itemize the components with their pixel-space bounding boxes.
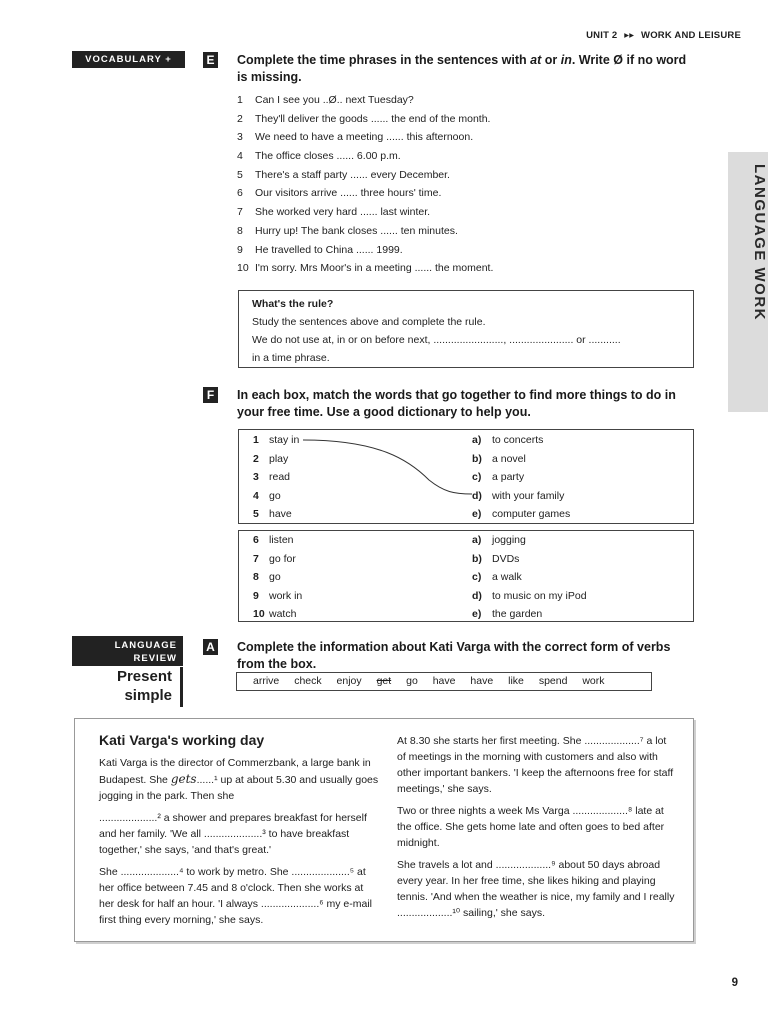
match-number: 8 [253,571,259,583]
match-number: 6 [253,534,259,546]
verb: check [294,675,322,687]
match-left: read [269,471,291,483]
match-right: with your family [492,489,565,502]
match-right: to concerts [492,434,544,446]
match-row [239,605,693,624]
item-text: I'm sorry. Mrs Moor's in a meeting ...... the moment. [255,262,494,275]
paragraph: She ....................⁴ to work by metro. She ....................⁵ at her office between 7.45 and 8 o'clock. Then she works at her desk for half an hour. 'I always ....................⁶ my e-mail first thing every morning,' she says. [99,866,373,926]
reading-title: Kati Varga's working day [99,732,265,748]
match-left: play [269,452,289,465]
list-item [237,184,493,203]
exercise-e-badge: E [203,52,218,68]
exercise-e-list [237,91,493,278]
rule-instruction: Study the sentences above and complete the rule. [252,316,486,328]
item-number: 7 [237,206,243,219]
reading-text-box [74,718,694,942]
exercise-f-instruction-line2: your free time. Use a good dictionary to help you. [237,405,531,419]
match-letter: c) [472,571,482,583]
match-left: go [269,571,281,583]
match-number: 3 [253,471,259,483]
exercise-f-instruction-line1: In each box, match the words that go together to find more things to do in [237,388,676,402]
example-match-line [239,430,695,525]
match-right: DVDs [492,552,520,565]
match-letter: d) [472,589,482,602]
match-box-1 [238,429,694,524]
exercise-a-instruction-line1: Complete the information about Kati Varga with the correct form of verbs [237,640,671,654]
reading-left-column [99,731,381,934]
list-item [237,259,493,278]
verb: enjoy [336,675,362,687]
list-item [237,166,493,185]
section-subtitle [72,667,183,707]
match-box-2 [238,530,694,622]
item-text: We need to have a meeting ...... this afternoon. [255,131,474,144]
verb: go [406,675,418,687]
match-left: watch [269,608,297,620]
verb-crossed-out: get [376,675,392,687]
match-letter: c) [472,471,482,483]
match-number: 7 [253,552,259,565]
item-number: 8 [237,224,243,237]
handwritten-answer: gets [170,772,197,786]
exercise-a-badge: A [203,639,218,655]
rule-title: What's the rule? [252,298,334,310]
match-letter: a) [472,434,482,446]
verb: spend [538,675,568,687]
paragraph: ....................² a shower and prepares breakfast for herself and her family. 'We all ....................³ to have breakfast together,' she says, 'and that's great.' [99,812,367,856]
item-text: They'll deliver the goods ...... the end of the month. [255,112,491,125]
match-left: go [269,489,281,502]
unit-title: WORK AND LEISURE [641,30,741,41]
match-row [239,568,693,587]
verb: have [470,675,494,687]
match-number: 9 [253,589,259,602]
match-number: 5 [253,508,259,520]
match-letter: b) [472,452,482,465]
item-text: Can I see you ..Ø.. next Tuesday? [255,94,414,106]
reading-right-column [397,733,675,927]
match-number: 4 [253,489,259,502]
item-number: 4 [237,150,243,163]
rule-sentence: We do not use at, in or on before next, ........................, ...................... or ........... [252,334,621,346]
item-number: 2 [237,112,243,125]
match-number: 2 [253,452,259,465]
page-number: 9 [731,977,738,989]
match-number: 1 [253,434,259,446]
verb: arrive [253,675,280,687]
paragraph [99,755,381,804]
list-item [237,203,493,222]
match-row [239,587,693,606]
list-item [237,147,493,166]
match-letter: d) [472,489,482,502]
match-left: stay in [269,434,300,446]
exercise-e-instruction-line1: Complete the time phrases in the sentences with at or in. Write Ø if no word [237,53,687,67]
rule-box [238,290,694,368]
vocabulary-badge: VOCABULARY + [72,51,185,68]
list-item [237,241,493,260]
subtitle-line2: simple [124,687,172,704]
item-number: 1 [237,94,243,106]
match-right: jogging [492,534,526,546]
match-right: a walk [492,571,522,583]
item-text: Hurry up! The bank closes ...... ten minutes. [255,224,458,237]
item-text: Our visitors arrive ...... three hours' time. [255,187,442,200]
text-span: ......¹ up at about 5.30 and usually goes jogging in the park. Then she [99,774,379,802]
item-text: There's a staff party ...... every December. [255,168,450,181]
exercise-e-instruction [237,52,717,86]
text-span: Kati Varga is the director of Commerzbank, a large bank in Budapest. She [99,757,371,786]
unit-label: UNIT 2 [586,30,618,41]
match-row [239,531,693,550]
match-left: listen [269,534,294,546]
item-text: She worked very hard ...... last winter. [255,206,431,219]
match-right: computer games [492,508,571,520]
match-letter: b) [472,552,482,565]
verb: work [582,675,605,687]
exercise-f-badge: F [203,387,218,403]
match-left: work in [269,589,303,602]
verb: have [432,675,456,687]
rule-sentence-end: in a time phrase. [252,352,330,364]
language-review-line2: REVIEW [133,653,177,664]
paragraph: At 8.30 she starts her first meeting. She ...................⁷ a lot of meetings in the morning with customers and also with other important bankers. 'I keep the afternoons free for staff meetings,' she says. [397,735,674,795]
match-right: the garden [492,608,543,620]
subtitle-line1: Present [116,668,172,685]
list-item [237,91,493,110]
match-right: a novel [492,452,526,465]
item-number: 5 [237,168,243,181]
exercise-a-instruction [237,639,717,673]
exercise-e-instruction-line2: is missing. [237,70,302,84]
side-tab [728,152,768,412]
item-text: The office closes ...... 6.00 p.m. [255,150,401,163]
match-letter: e) [472,508,482,520]
match-right: a party [492,471,525,483]
paragraph: Two or three nights a week Ms Varga ...................⁸ late at the office. She gets home late and often goes to bed after midnight. [397,805,665,849]
paragraph: She travels a lot and ...................⁹ about 50 days abroad every year. In her free time, she likes hiking and playing tennis. 'And when the weather is nice, my family and I really ...................¹⁰ sailing,' she says. [397,859,675,919]
list-item [237,222,493,241]
language-review-line1: LANGUAGE [114,640,177,651]
match-row [239,550,693,569]
exercise-f-instruction [237,387,717,421]
verb: like [508,675,524,687]
language-review-badge [72,636,183,666]
exercise-a-instruction-line2: from the box. [237,657,317,671]
match-left: go for [269,552,296,565]
list-item [237,128,493,147]
match-number: 10 [253,608,265,620]
side-tab-label: LANGUAGE WORK [751,164,768,321]
match-letter: e) [472,608,482,620]
verb-box [236,672,652,691]
arrow-icon: ▸▸ [624,30,635,41]
list-item [237,110,493,129]
match-letter: a) [472,534,482,546]
item-number: 3 [237,131,243,144]
item-number: 10 [237,262,249,275]
item-text: He travelled to China ...... 1999. [255,243,403,256]
unit-header [586,30,741,41]
match-right: to music on my iPod [492,589,587,602]
item-number: 6 [237,187,243,200]
match-left: have [269,508,292,520]
item-number: 9 [237,243,243,256]
